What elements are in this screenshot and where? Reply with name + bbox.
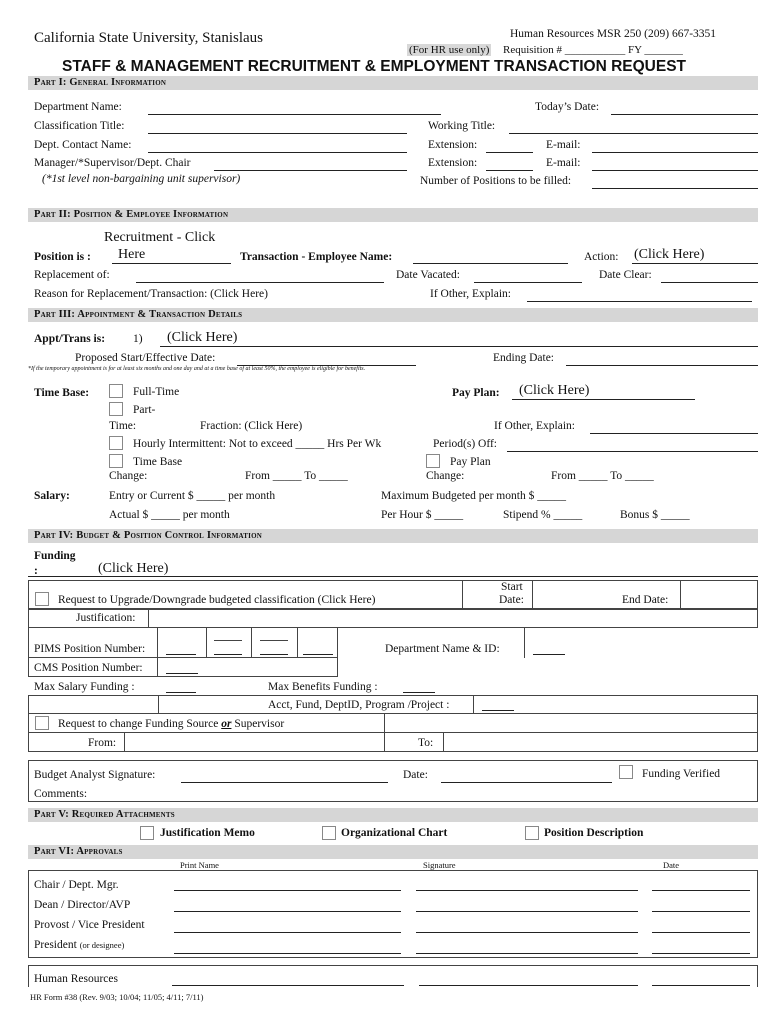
part5-band: Part V: Required Attachments: [28, 808, 758, 822]
end-date-label: End Date:: [622, 594, 669, 606]
num-positions-field[interactable]: [592, 188, 758, 189]
if-other-label: If Other, Explain:: [430, 288, 511, 300]
pims-label: PIMS Position Number:: [34, 643, 146, 655]
memo-checkbox[interactable]: [140, 826, 154, 840]
cms-label: CMS Position Number:: [34, 662, 143, 674]
change-label: Change:: [109, 470, 148, 482]
upgrade-label[interactable]: Request to Upgrade/Downgrade budgeted classification (Click Here): [58, 594, 376, 606]
extension-field[interactable]: [486, 152, 533, 153]
action-value[interactable]: (Click Here): [634, 247, 705, 262]
signature-header: Signature: [423, 860, 456, 870]
form-title: STAFF & MANAGEMENT RECRUITMENT & EMPLOYMENT TRANSACTION REQUEST: [62, 58, 687, 75]
comments-label: Comments:: [34, 788, 88, 800]
part1-band: Part I: General Information: [28, 76, 758, 90]
entry-salary: Entry or Current $ _____ per month: [109, 490, 276, 502]
upgrade-checkbox[interactable]: [35, 592, 49, 606]
fulltime-label: Full-Time: [133, 386, 180, 398]
today-date-field[interactable]: [611, 114, 758, 115]
pims-seg-1[interactable]: [166, 654, 196, 655]
position-label: Position is :: [34, 251, 91, 263]
position-value-top[interactable]: Recruitment - Click: [104, 230, 216, 245]
memo-label: Justification Memo: [160, 827, 255, 839]
chair-sig-field[interactable]: [416, 890, 638, 891]
per-hour: Per Hour $ _____: [381, 509, 464, 521]
part3-band: Part III: Appointment & Transaction Details: [28, 308, 758, 322]
funding-label: Funding: [34, 550, 76, 562]
change-label-2: Change:: [426, 470, 465, 482]
form-footer: HR Form #38 (Rev. 9/03; 10/04; 11/05; 4/11; 7/11): [30, 992, 204, 1002]
today-date-label: Today’s Date:: [535, 101, 600, 113]
max-salary-label: Max Salary Funding :: [34, 681, 135, 693]
president-date-field[interactable]: [652, 953, 750, 954]
from-to-2: From _____ To _____: [551, 470, 654, 482]
president-sig-field[interactable]: [416, 953, 638, 954]
actual-salary: Actual $ _____ per month: [109, 509, 230, 521]
payplan-value[interactable]: (Click Here): [519, 383, 590, 398]
vacated-field[interactable]: [474, 282, 582, 283]
change-fund-label: Request to change Funding Source or Supervisor: [58, 718, 285, 730]
dean-date-field[interactable]: [652, 911, 750, 912]
position-value[interactable]: Here: [118, 247, 146, 262]
hr-print-field[interactable]: [172, 985, 404, 986]
start-date-label-2: Date:: [499, 594, 524, 606]
manager-field[interactable]: [214, 170, 407, 171]
posdesc-label: Position Description: [544, 827, 644, 839]
pims-seg-4[interactable]: [303, 654, 333, 655]
salary-label: Salary:: [34, 490, 70, 502]
hr-box: [28, 965, 758, 987]
justification-row: [28, 609, 758, 628]
acct-field[interactable]: [482, 710, 514, 711]
cms-field[interactable]: [166, 673, 198, 674]
change-fund-checkbox[interactable]: [35, 716, 49, 730]
periods-off-field[interactable]: [507, 451, 758, 452]
action-label: Action:: [584, 251, 619, 263]
parttime-label: Part-: [133, 404, 156, 416]
extension2-label: Extension:: [428, 157, 478, 169]
part4-band: Part IV: Budget & Position Control Information: [28, 529, 758, 543]
date-clear-field[interactable]: [661, 282, 758, 283]
extension2-field[interactable]: [486, 170, 533, 171]
if-other-field[interactable]: [527, 301, 752, 302]
approver-hr: Human Resources: [34, 973, 118, 985]
timebase-label: Time Base:: [34, 387, 90, 399]
action-field[interactable]: [632, 263, 758, 264]
posdesc-checkbox[interactable]: [525, 826, 539, 840]
max-salary-field[interactable]: [166, 692, 196, 693]
provost-sig-field[interactable]: [416, 932, 638, 933]
working-title-label: Working Title:: [428, 120, 496, 132]
from-label: From:: [88, 737, 117, 749]
vacated-label: Date Vacated:: [396, 269, 460, 281]
hr-sig-field[interactable]: [419, 985, 638, 986]
date-header: Date: [663, 860, 680, 870]
provost-date-field[interactable]: [652, 932, 750, 933]
pims-seg-3[interactable]: [260, 654, 288, 655]
email-label: E-mail:: [546, 139, 581, 151]
position-field[interactable]: [112, 263, 231, 264]
justification-label: Justification:: [76, 612, 136, 624]
chair-print-field[interactable]: [174, 890, 401, 891]
fraction-label[interactable]: Fraction: (Click Here): [200, 420, 303, 432]
analyst-box: [28, 760, 758, 802]
hr-contact: Human Resources MSR 250 (209) 667-3351: [510, 28, 717, 40]
class-title-field[interactable]: [148, 133, 407, 134]
timebase-change-checkbox[interactable]: [109, 454, 123, 468]
hr-use-only: (For HR use only): [409, 44, 490, 56]
appt-label: Appt/Trans is:: [34, 333, 106, 345]
dean-sig-field[interactable]: [416, 911, 638, 912]
max-benefits-label: Max Benefits Funding :: [268, 681, 378, 693]
analyst-date-field[interactable]: [441, 782, 612, 783]
email-field[interactable]: [592, 152, 758, 153]
analyst-label: Budget Analyst Signature:: [34, 769, 156, 781]
payplan-label: Pay Plan:: [452, 387, 500, 399]
dept-id-field[interactable]: [533, 654, 565, 655]
appt-number: 1): [133, 333, 143, 345]
date-clear-label: Date Clear:: [599, 269, 652, 281]
parttime-checkbox[interactable]: [109, 402, 123, 416]
email2-label: E-mail:: [546, 157, 581, 169]
org-chart-label: Organizational Chart: [341, 827, 448, 839]
replacement-field[interactable]: [136, 282, 384, 283]
pims-seg-2[interactable]: [214, 654, 242, 655]
email2-field[interactable]: [592, 170, 758, 171]
time-label: Time:: [109, 420, 137, 432]
working-title-field[interactable]: [509, 133, 758, 134]
hourly-checkbox[interactable]: [109, 436, 123, 450]
chair-date-field[interactable]: [652, 890, 750, 891]
dept-name-label: Department Name:: [34, 101, 122, 113]
requisition: Requisition # ___________ FY _______: [503, 44, 683, 56]
num-positions-label: Number of Positions to be filled:: [420, 175, 572, 187]
contact-name-label: Dept. Contact Name:: [34, 139, 132, 151]
start-label: Start: [501, 581, 523, 593]
timebase-change-label: Time Base: [133, 456, 183, 468]
fulltime-checkbox[interactable]: [109, 384, 123, 398]
bonus: Bonus $ _____: [620, 509, 690, 521]
benefits-note: *If the temporary appointment is for at least six months and one day and at a time base of at least 50%, the employee is eligible for benefits.: [28, 366, 366, 372]
funding-field[interactable]: [28, 576, 758, 577]
funding-colon: :: [34, 565, 38, 577]
stipend: Stipend % _____: [503, 509, 583, 521]
hr-date-field[interactable]: [652, 985, 750, 986]
president-print-field[interactable]: [174, 953, 401, 954]
part6-band: Part VI: Approvals: [28, 845, 758, 859]
part2-band: Part II: Position & Employee Information: [28, 208, 758, 222]
replacement-label: Replacement of:: [34, 269, 110, 281]
from-to-row: [28, 733, 758, 752]
to-label: To:: [418, 737, 434, 749]
verified-checkbox[interactable]: [619, 765, 633, 779]
payplan-change-checkbox[interactable]: [426, 454, 440, 468]
acct-label: Acct, Fund, DeptID, Program /Project :: [268, 699, 450, 711]
provost-print-field[interactable]: [174, 932, 401, 933]
start-date-label: Proposed Start/Effective Date:: [75, 352, 216, 364]
reason-label[interactable]: Reason for Replacement/Transaction: (Click Here): [34, 288, 268, 300]
appt-value[interactable]: (Click Here): [167, 330, 238, 345]
print-name-header: Print Name: [180, 860, 219, 870]
contact-name-field[interactable]: [148, 152, 407, 153]
dept-id-label: Department Name & ID:: [385, 643, 500, 655]
approver-chair: Chair / Dept. Mgr.: [34, 879, 119, 891]
payplan-other-field[interactable]: [590, 433, 758, 434]
approver-president: President (or designee): [34, 939, 125, 951]
extension-label: Extension:: [428, 139, 478, 151]
funding-value[interactable]: (Click Here): [98, 561, 169, 576]
payplan-other-label: If Other, Explain:: [494, 420, 575, 432]
analyst-date-label: Date:: [403, 769, 428, 781]
employee-name-field[interactable]: [413, 263, 568, 264]
max-budgeted: Maximum Budgeted per month $ _____: [381, 490, 566, 502]
analyst-field[interactable]: [181, 782, 388, 783]
payplan-field[interactable]: [512, 399, 695, 400]
manager-label: Manager/*Supervisor/Dept. Chair: [34, 157, 191, 169]
supervisor-note: (*1st level non-bargaining unit supervisor): [42, 173, 241, 185]
university-name: California State University, Stanislaus: [34, 30, 263, 46]
appt-field[interactable]: [160, 346, 758, 347]
dept-name-field[interactable]: [148, 114, 441, 115]
ending-date-field[interactable]: [566, 365, 758, 366]
approver-dean: Dean / Director/AVP: [34, 899, 131, 911]
approvals-box: [28, 870, 758, 958]
class-title-label: Classification Title:: [34, 120, 125, 132]
transaction-label: Transaction - Employee Name:: [240, 251, 393, 263]
dean-print-field[interactable]: [174, 911, 401, 912]
ending-date-label: Ending Date:: [493, 352, 554, 364]
hourly-label: Hourly Intermittent: Not to exceed _____ Hrs Per Wk: [133, 438, 382, 450]
from-to-1: From _____ To _____: [245, 470, 348, 482]
verified-label: Funding Verified: [642, 768, 721, 780]
max-benefits-field[interactable]: [403, 692, 435, 693]
periods-off-label: Period(s) Off:: [433, 438, 497, 450]
payplan-change-label: Pay Plan: [450, 456, 491, 468]
approver-provost: Provost / Vice President: [34, 919, 145, 931]
org-chart-checkbox[interactable]: [322, 826, 336, 840]
